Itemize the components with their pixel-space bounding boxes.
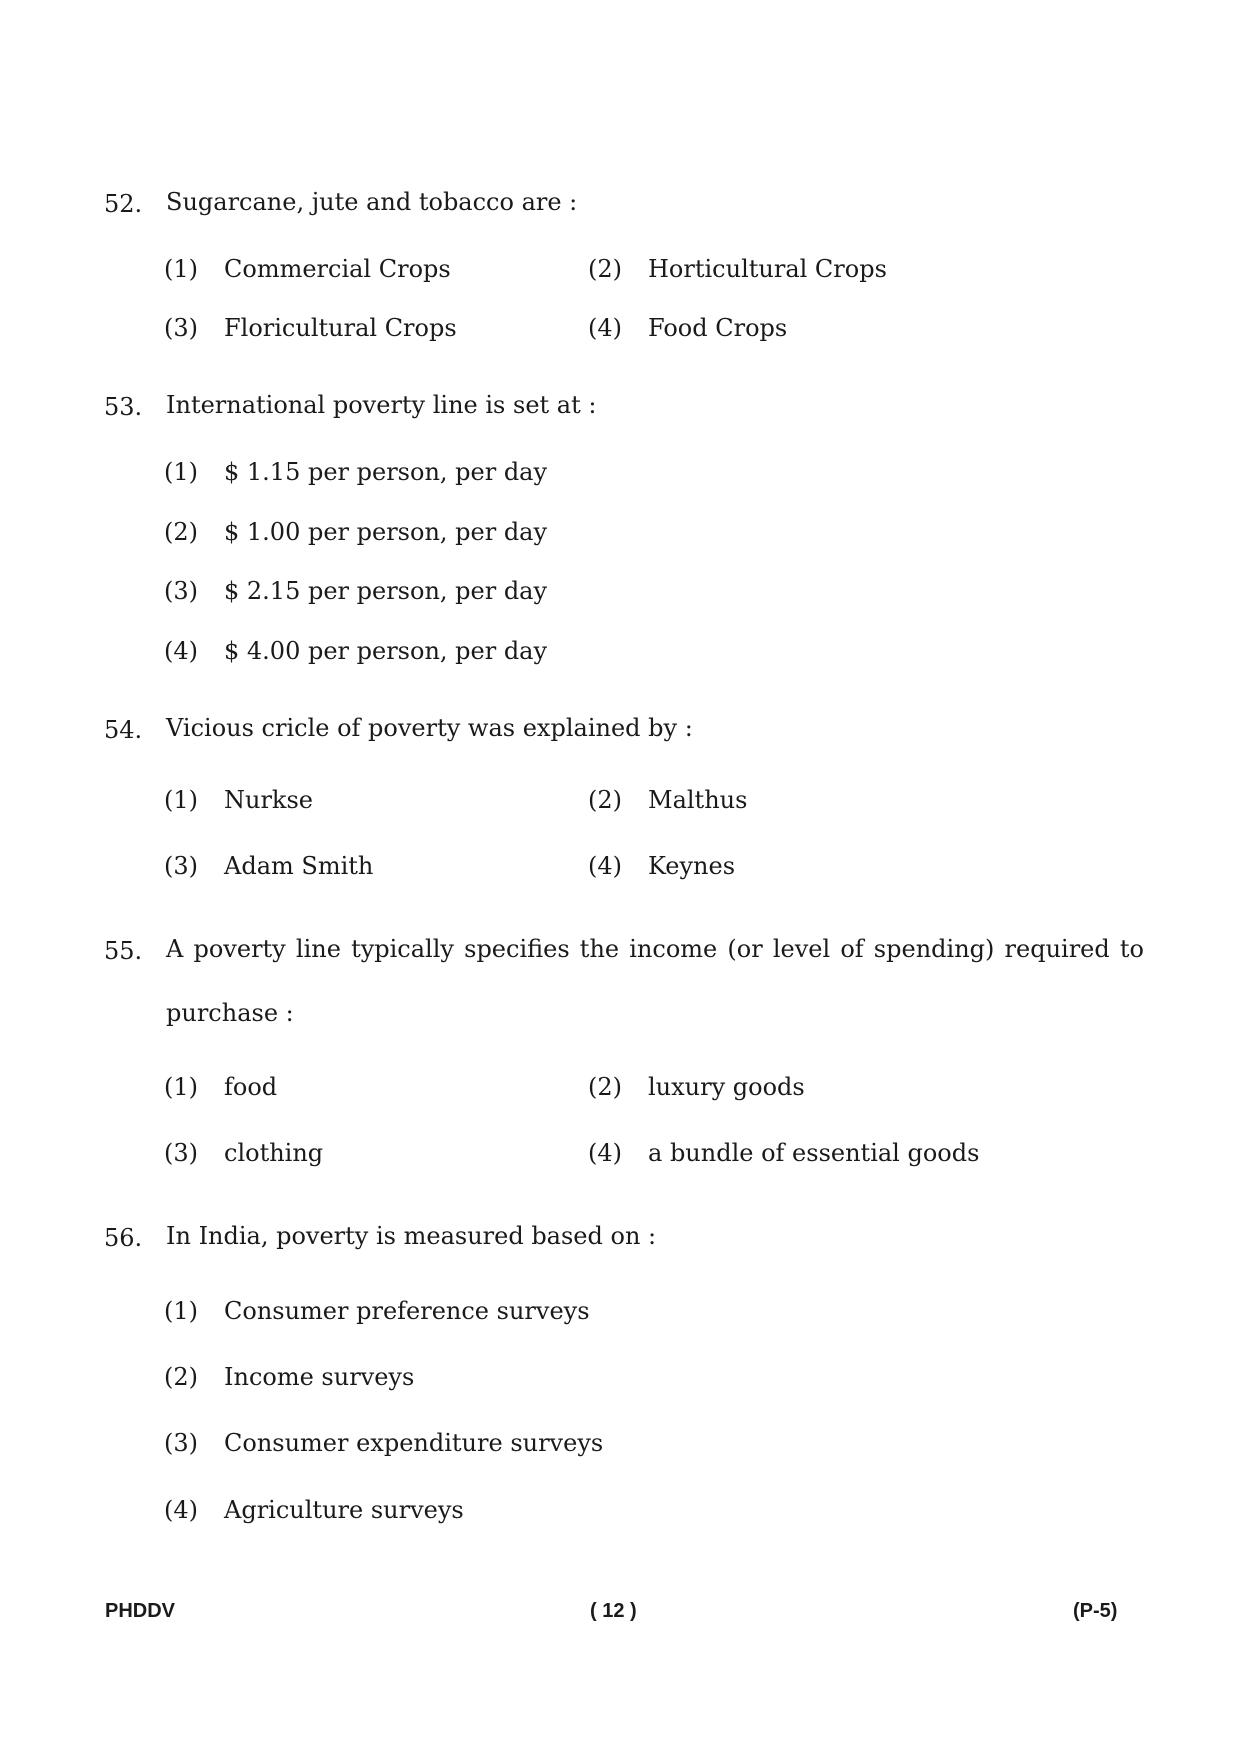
option-text: Agriculture surveys — [224, 1496, 464, 1524]
option-number: (1) — [164, 1073, 198, 1101]
option-number: (4) — [588, 314, 622, 342]
option-number: (2) — [588, 255, 622, 283]
footer-set-code: (P-5) — [1073, 1600, 1118, 1622]
question-number: 54. — [104, 716, 143, 744]
option-number: (2) — [588, 786, 622, 814]
option-text: Adam Smith — [224, 852, 374, 880]
option-number: (2) — [588, 1073, 622, 1101]
option-number: (4) — [588, 1139, 622, 1167]
option-text: $ 4.00 per person, per day — [224, 637, 548, 665]
option-number: (1) — [164, 458, 198, 486]
option-number: (4) — [164, 1496, 198, 1524]
option-text: a bundle of essential goods — [648, 1139, 980, 1167]
question-number: 55. — [104, 937, 143, 965]
option-text: $ 1.00 per person, per day — [224, 518, 548, 546]
option-text: Malthus — [648, 786, 748, 814]
option-text: luxury goods — [648, 1073, 805, 1101]
option-number: (1) — [164, 1297, 198, 1325]
option-text: Food Crops — [648, 314, 788, 342]
option-text: Floricultural Crops — [224, 314, 457, 342]
option-text: $ 1.15 per person, per day — [224, 458, 548, 486]
option-number: (3) — [164, 314, 198, 342]
option-number: (3) — [164, 577, 198, 605]
option-number: (1) — [164, 786, 198, 814]
question-text: A poverty line typically specifies the income (or level of spending) required to purchase : — [166, 935, 1144, 1027]
question-text: In India, poverty is measured based on : — [166, 1222, 657, 1250]
option-text: food — [224, 1073, 278, 1101]
option-number: (2) — [164, 518, 198, 546]
question-number: 53. — [104, 393, 143, 421]
option-text: Nurkse — [224, 786, 313, 814]
option-text: Consumer expenditure surveys — [224, 1429, 604, 1457]
footer-page-number: ( 12 ) — [590, 1600, 637, 1622]
option-text: clothing — [224, 1139, 324, 1167]
option-text: Horticultural Crops — [648, 255, 887, 283]
option-number: (2) — [164, 1363, 198, 1391]
question-text: Sugarcane, jute and tobacco are : — [166, 188, 578, 216]
option-text: Income surveys — [224, 1363, 415, 1391]
option-number: (4) — [164, 637, 198, 665]
question-number: 56. — [104, 1224, 143, 1252]
option-number: (1) — [164, 255, 198, 283]
question-text: Vicious cricle of poverty was explained by : — [166, 714, 693, 742]
option-number: (3) — [164, 1139, 198, 1167]
option-text: Consumer preference surveys — [224, 1297, 590, 1325]
option-text: Commercial Crops — [224, 255, 451, 283]
option-number: (3) — [164, 1429, 198, 1457]
option-text: Keynes — [648, 852, 736, 880]
option-number: (3) — [164, 852, 198, 880]
footer-code: PHDDV — [105, 1600, 176, 1622]
question-text: International poverty line is set at : — [166, 391, 597, 419]
question-number: 52. — [104, 190, 143, 218]
option-number: (4) — [588, 852, 622, 880]
option-text: $ 2.15 per person, per day — [224, 577, 548, 605]
